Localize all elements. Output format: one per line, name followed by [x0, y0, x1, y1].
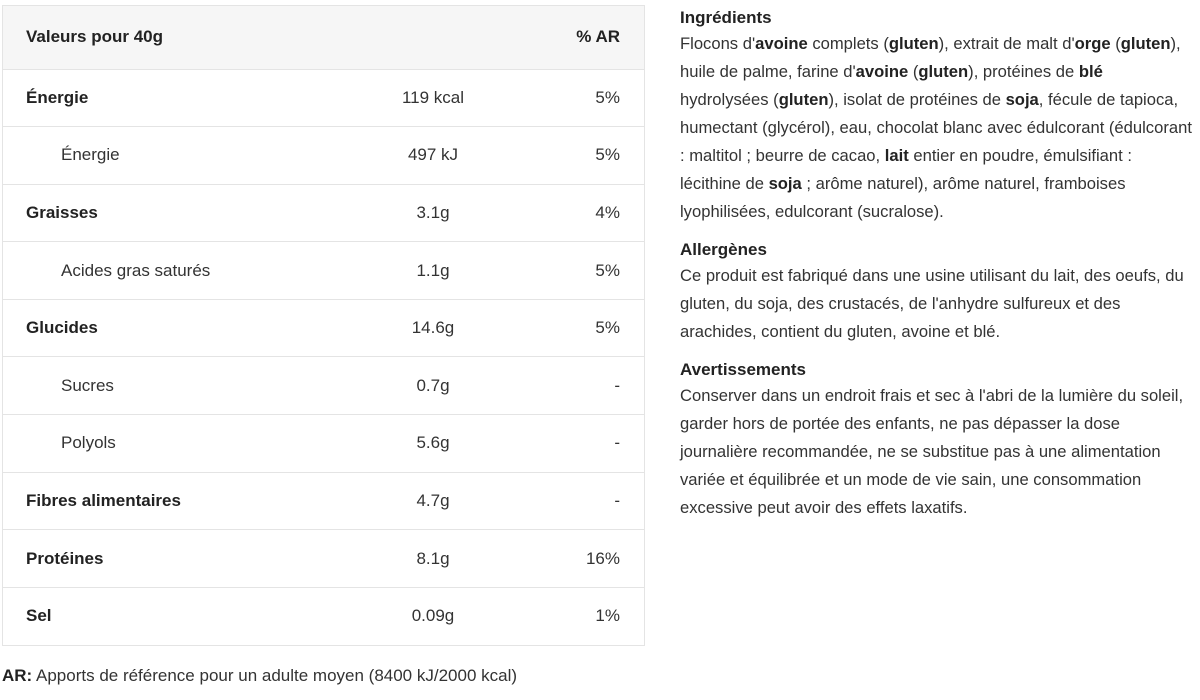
nutrition-row — [3, 357, 644, 415]
header-value — [333, 6, 533, 69]
ingredients-segment: entier en poudre, émulsifiant : lécithine de — [680, 146, 1132, 193]
nutrient-reference-intake: 5% — [533, 127, 644, 185]
nutrition-header-row — [3, 6, 644, 69]
allergen-highlight: avoine — [755, 34, 808, 53]
nutrition-row — [3, 242, 644, 300]
nutrition-row — [3, 69, 644, 127]
nutrient-name: Protéines — [3, 530, 333, 588]
nutrient-reference-intake: 1% — [595, 606, 620, 626]
nutrient-reference-intake: - — [533, 472, 644, 530]
nutrient-value: 119 kcal — [333, 69, 533, 127]
product-details — [680, 6, 1192, 534]
warnings-text: Conserver dans un endroit frais et sec à l'abri de la lumière du soleil, garder hors de portée des enfants, ne pas dépasser la dose journalière recommandée, ne se substitue pas à une alimentation variée et équilibrée et un mode de vie sain, une consommation excessive peut avoir des effets laxatifs. — [680, 386, 1184, 517]
ingredients-segment: hydrolysées ( — [680, 90, 779, 109]
nutrition-row — [3, 587, 644, 645]
nutrition-row — [3, 415, 644, 473]
allergen-highlight: gluten — [888, 34, 939, 53]
nutrient-reference-intake: 5% — [533, 299, 644, 357]
nutrient-value: 1.1g — [333, 242, 533, 300]
nutrient-value: 0.7g — [333, 357, 533, 415]
nutrition-row — [3, 472, 644, 530]
nutrient-name: Sel — [26, 606, 52, 626]
allergen-highlight: lait — [884, 146, 909, 165]
warnings-title: Avertissements — [680, 360, 806, 379]
nutrition-row — [3, 299, 644, 357]
ingredients-segment: Flocons d' — [680, 34, 756, 53]
footnote-text: Apports de référence pour un adulte moyen (8400 kJ/2000 kcal) — [32, 666, 518, 685]
nutrient-name: Graisses — [3, 184, 333, 242]
nutrient-name: Acides gras saturés — [3, 242, 333, 300]
header-reference-intake: % AR — [533, 6, 644, 69]
nutrient-name: Sucres — [3, 357, 333, 415]
allergen-highlight: soja — [768, 174, 802, 193]
nutrient-value: 497 kJ — [333, 127, 533, 185]
nutrient-reference-intake: 5% — [533, 242, 644, 300]
ingredients-text — [680, 30, 1192, 226]
nutrition-table — [2, 5, 645, 646]
nutrition-rows — [3, 69, 644, 645]
nutrient-reference-intake: 4% — [533, 184, 644, 242]
nutrient-value: 14.6g — [333, 299, 533, 357]
reference-intake-footnote — [2, 666, 517, 686]
allergen-highlight: gluten — [918, 62, 969, 81]
allergen-highlight: avoine — [855, 62, 909, 81]
ingredients-segment: , fécule de tapioca, humectant (glycérol), eau, chocolat blanc avec édulcorant (édulcorant : maltitol ; beurre de cacao, — [680, 90, 1192, 165]
allergens-text: Ce produit est fabriqué dans une usine utilisant du lait, des oeufs, du gluten, du soja, des crustacés, de l'anhydre sulfureux et des arachides, contient du gluten, avoine et blé. — [680, 266, 1184, 341]
nutrient-reference-intake: 5% — [533, 69, 644, 127]
allergen-highlight: gluten — [1120, 34, 1171, 53]
nutrient-value: 3.1g — [333, 184, 533, 242]
allergens-title: Allergènes — [680, 240, 767, 259]
allergen-highlight: gluten — [778, 90, 829, 109]
allergen-highlight: blé — [1078, 62, 1103, 81]
nutrient-name: Fibres alimentaires — [3, 472, 333, 530]
nutrient-reference-intake: - — [533, 415, 644, 473]
nutrient-value: 0.09g — [411, 606, 455, 626]
nutrition-row — [3, 184, 644, 242]
nutrient-reference-intake: - — [533, 357, 644, 415]
ingredients-segment: ( — [908, 62, 919, 81]
nutrient-name: Énergie — [3, 69, 333, 127]
footnote-label: AR: — [2, 666, 33, 685]
ingredients-segment: ( — [1110, 34, 1121, 53]
ingredients-segment: ; arôme naturel), arôme naturel, framboises lyophilisées, edulcorant (sucralose). — [680, 174, 1126, 221]
ingredients-segment: ), isolat de protéines de — [828, 90, 1006, 109]
ingredients-segment: complets ( — [807, 34, 889, 53]
ingredients-segment: ), huile de palme, farine d' — [680, 34, 1181, 81]
ingredients-segment: ), extrait de malt d' — [938, 34, 1075, 53]
ingredients-segment: ), protéines de — [968, 62, 1079, 81]
nutrition-row — [3, 530, 644, 588]
nutrient-name: Énergie — [3, 127, 333, 185]
nutrition-row — [3, 127, 644, 185]
allergen-highlight: orge — [1074, 34, 1111, 53]
nutrient-name: Polyols — [3, 415, 333, 473]
nutrient-reference-intake: 16% — [533, 530, 644, 588]
allergen-highlight: soja — [1005, 90, 1039, 109]
nutrient-value: 8.1g — [333, 530, 533, 588]
nutrient-value: 5.6g — [333, 415, 533, 473]
ingredients-title: Ingrédients — [680, 8, 772, 27]
nutrient-value: 4.7g — [333, 472, 533, 530]
header-serving: Valeurs pour 40g — [3, 6, 333, 69]
nutrient-name: Glucides — [3, 299, 333, 357]
